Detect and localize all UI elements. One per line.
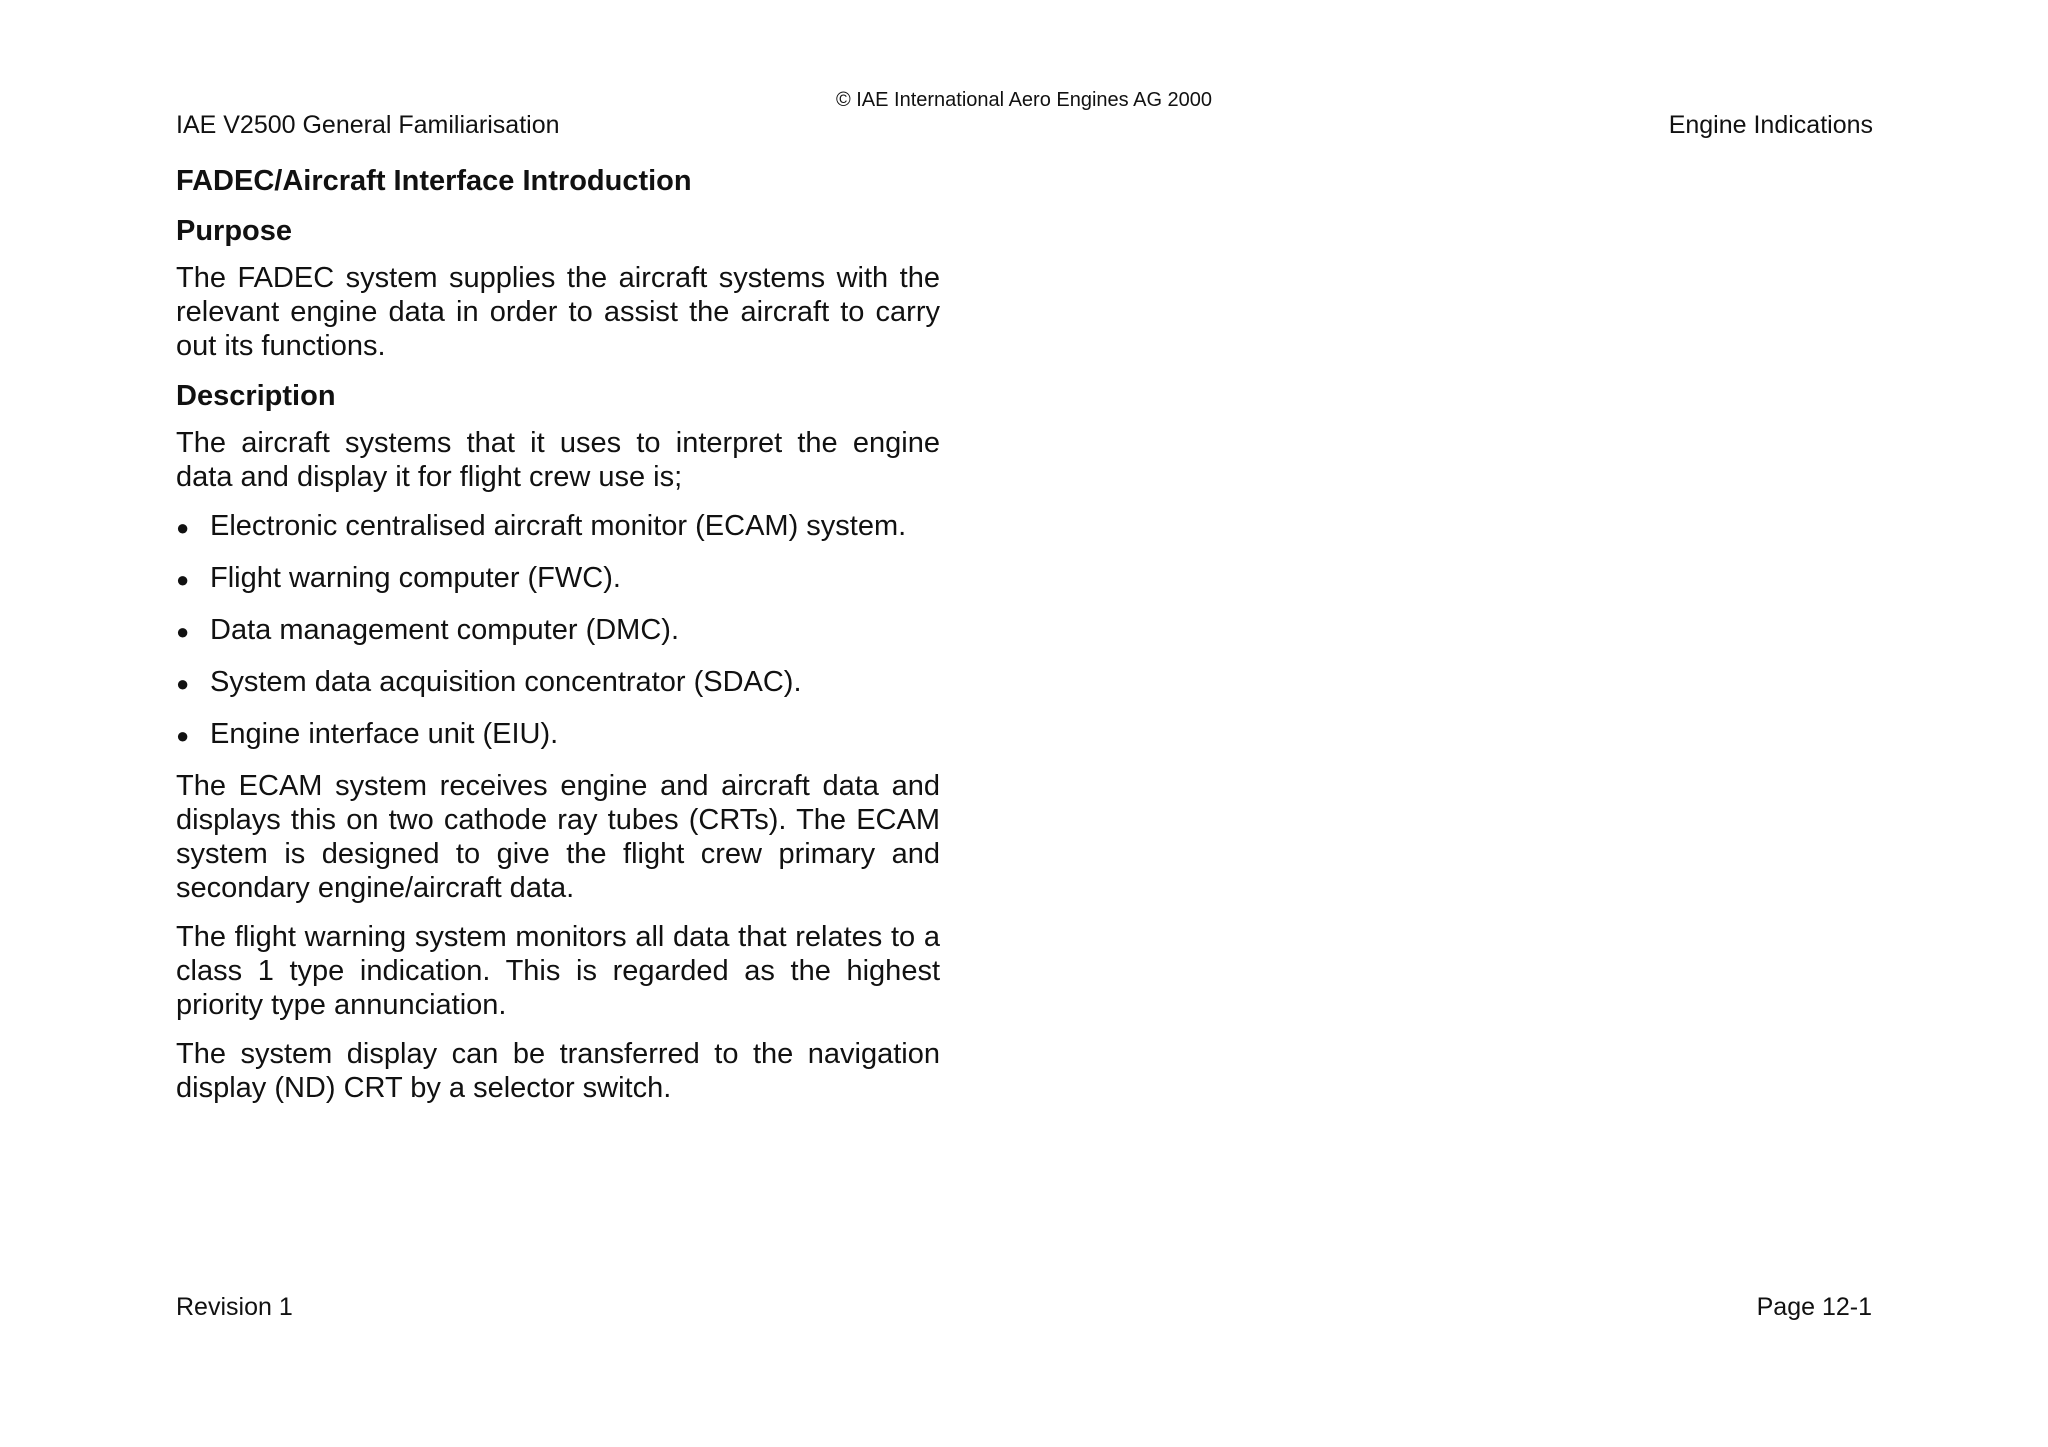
- bullet-icon: ●: [176, 619, 190, 644]
- purpose-paragraph: The FADEC system supplies the aircraft systems with the relevant engine data in order to assist the aircraft to carry out its functions.: [176, 262, 940, 362]
- list-item-text: Electronic centralised aircraft monitor (ECAM) system.: [210, 510, 907, 542]
- page-number: Page 12-1: [1756, 1293, 1872, 1321]
- bullet-icon: ●: [176, 671, 190, 696]
- bullet-icon: ●: [176, 515, 190, 540]
- chapter-title-header: Engine Indications: [1668, 111, 1873, 139]
- list-item: [176, 613, 940, 649]
- aircraft-systems-list: [176, 509, 940, 753]
- list-item-text: Engine interface unit (EIU).: [210, 718, 559, 750]
- flight-warning-paragraph: The flight warning system monitors all data that relates to a class 1 type indication. This is regarded as the highest priority type annunciation.: [176, 921, 940, 1021]
- purpose-heading: Purpose: [176, 215, 293, 247]
- revision-label: Revision 1: [176, 1293, 293, 1321]
- ecam-paragraph: The ECAM system receives engine and aircraft data and displays this on two cathode ray tubes (CRTs). The ECAM system is designed to give the flight crew primary and secondary engine/aircraft data.: [176, 770, 940, 904]
- list-item-text: Data management computer (DMC).: [210, 614, 679, 646]
- list-item: [176, 717, 940, 753]
- bullet-icon: ●: [176, 567, 190, 592]
- list-item: [176, 561, 940, 597]
- list-item: [176, 509, 940, 545]
- list-item-text: System data acquisition concentrator (SDAC).: [210, 666, 802, 698]
- description-heading: Description: [176, 380, 336, 412]
- copyright-notice: © IAE International Aero Engines AG 2000: [835, 89, 1213, 111]
- description-intro-paragraph: The aircraft systems that it uses to interpret the engine data and display it for flight crew use is;: [176, 427, 940, 493]
- list-item-text: Flight warning computer (FWC).: [210, 562, 621, 594]
- main-content: [176, 163, 940, 1120]
- bullet-icon: ●: [176, 723, 190, 748]
- system-display-paragraph: The system display can be transferred to the navigation display (ND) CRT by a selector switch.: [176, 1038, 940, 1104]
- section-title: FADEC/Aircraft Interface Introduction: [176, 165, 692, 197]
- document-title-header: IAE V2500 General Familiarisation: [176, 111, 560, 139]
- list-item: [176, 665, 940, 701]
